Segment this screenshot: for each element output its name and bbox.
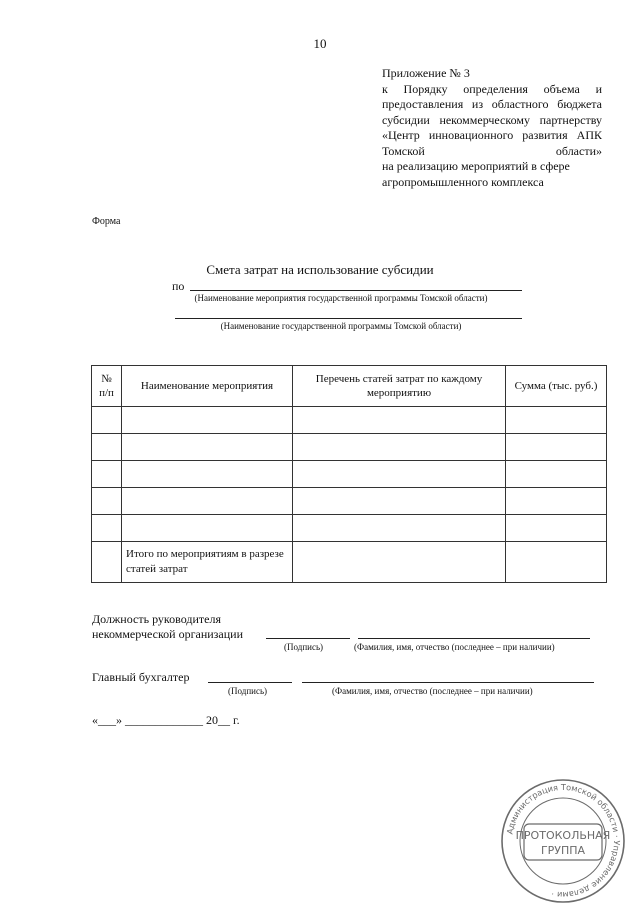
page-number: 10 — [313, 36, 327, 51]
appendix-header — [382, 66, 602, 190]
accountant-signature-line — [208, 670, 292, 683]
table-cell — [122, 461, 293, 488]
table-cell — [506, 461, 607, 488]
table-row — [92, 461, 607, 488]
program-name-line — [175, 306, 522, 319]
table-cell — [506, 542, 607, 583]
table-cell — [293, 461, 506, 488]
table-cell — [293, 407, 506, 434]
table-body — [92, 407, 607, 583]
header-sum: Сумма (тыс. руб.) — [506, 366, 607, 407]
head-signature-line — [266, 626, 350, 639]
head-name-caption: (Фамилия, имя, отчество (последнее – при наличии) — [354, 642, 555, 652]
appendix-title: Приложение № 3 — [382, 66, 470, 80]
protocol-group-stamp — [500, 778, 626, 904]
table-cell — [92, 407, 122, 434]
table-cell — [293, 515, 506, 542]
head-position-label-1: Должность руководителя — [92, 612, 221, 626]
table-cell — [293, 488, 506, 515]
table-cell — [293, 542, 506, 583]
table-cell — [92, 515, 122, 542]
stamp-center-line-2: ГРУППА — [540, 844, 586, 857]
table-cell — [122, 407, 293, 434]
table-row — [92, 488, 607, 515]
table-cell — [506, 434, 607, 461]
form-label: Форма — [92, 216, 121, 227]
header-number: № п/п — [92, 366, 122, 407]
header-cost-items: Перечень статей затрат по каждому мероприятию — [293, 366, 506, 407]
date-line: «___» _____________ 20__ г. — [92, 713, 240, 727]
head-name-line — [358, 626, 590, 639]
po-label: по — [172, 279, 185, 293]
accountant-label: Главный бухгалтер — [92, 670, 190, 684]
table-row — [92, 434, 607, 461]
head-signature-caption: (Подпись) — [284, 642, 324, 652]
appendix-text: к Порядку определения объема и предоставления из областного бюджета субсидии некоммерческому партнерству «Центр инновационного развития АПК Томской области» — [382, 81, 602, 158]
table-cell — [122, 434, 293, 461]
table-cell — [506, 515, 607, 542]
table-row — [92, 407, 607, 434]
table-row — [92, 515, 607, 542]
program-caption: (Наименование государственной программы Томской области) — [220, 321, 462, 331]
table-cell — [92, 542, 122, 583]
header-event-name: Наименование мероприятия — [122, 366, 293, 407]
table-cell — [122, 488, 293, 515]
document-title: Смета затрат на использование субсидии — [206, 262, 434, 277]
table-cell — [506, 488, 607, 515]
table-cell — [122, 515, 293, 542]
table-cell — [92, 461, 122, 488]
cost-estimate-table — [91, 365, 607, 583]
head-position-label-2: некоммерческой организации — [92, 627, 244, 641]
stamp-center-line-1: ПРОТОКОЛЬНАЯ — [515, 829, 611, 842]
accountant-name-line — [302, 670, 594, 683]
table-cell — [92, 434, 122, 461]
table-cell — [92, 488, 122, 515]
accountant-signature-caption: (Подпись) — [228, 686, 268, 696]
table-header-row — [92, 366, 607, 407]
event-name-line — [190, 279, 522, 291]
table-cell — [506, 407, 607, 434]
table-total-row — [92, 542, 607, 583]
stamp-ring-text: Администрация Томской области · Управление делами · — [504, 781, 623, 901]
total-label: Итого по мероприятиям в разрезе статей затрат — [122, 542, 293, 583]
event-caption: (Наименование мероприятия государственной программы Томской области) — [194, 293, 488, 303]
appendix-last-line: на реализацию мероприятий в сфере агропромышленного комплекса — [382, 159, 570, 189]
table-cell — [293, 434, 506, 461]
accountant-name-caption: (Фамилия, имя, отчество (последнее – при наличии) — [332, 686, 533, 696]
